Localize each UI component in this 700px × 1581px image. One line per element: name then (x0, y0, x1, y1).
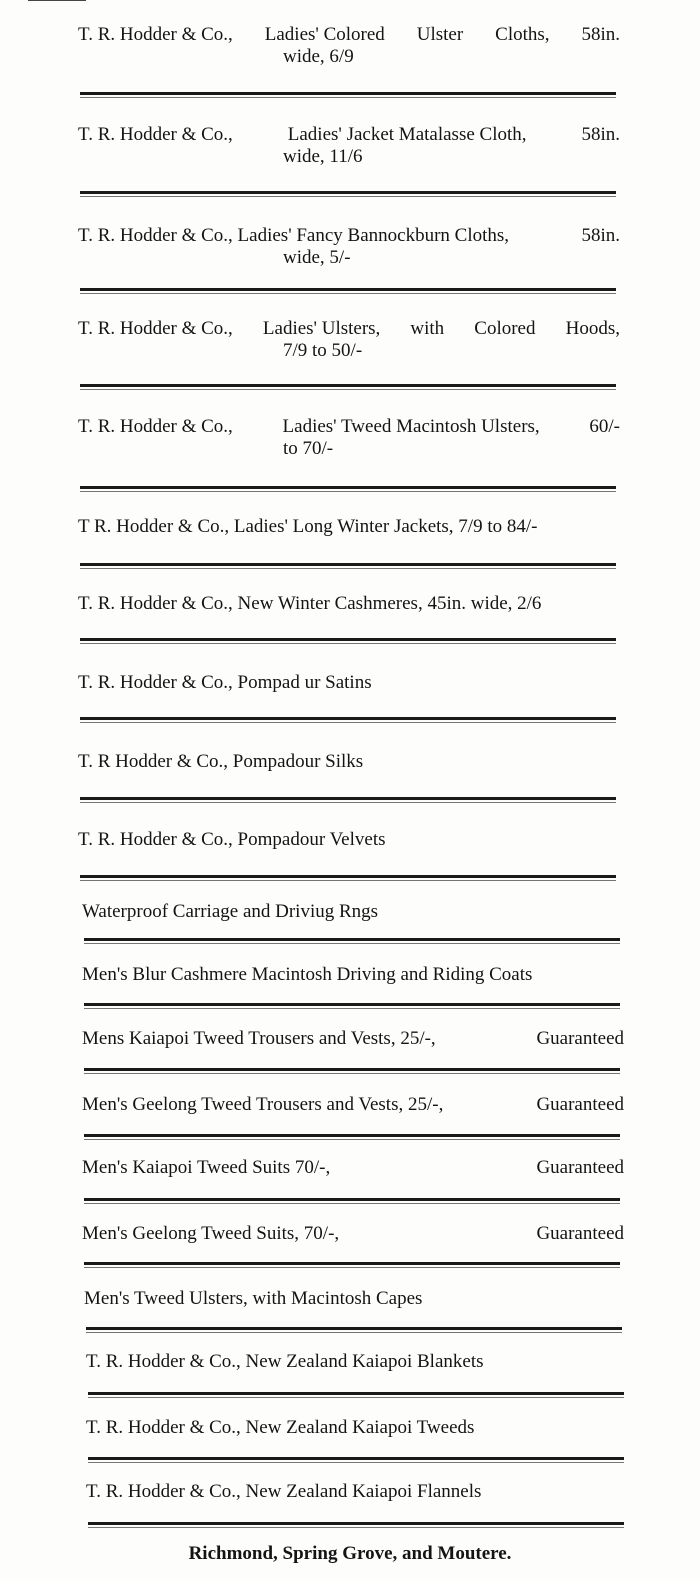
entry-ulsters-hoods (78, 318, 620, 362)
entry-riding-coats: Men's Blur Cashmere Macintosh Driving and Riding Coats (82, 964, 533, 985)
entry-macintosh-ulsters (78, 416, 620, 460)
divider-rule (80, 797, 616, 800)
divider-rule (80, 92, 616, 95)
entry-text: 60/- (589, 416, 620, 437)
entry-text: Colored (474, 318, 536, 339)
divider-rule (80, 638, 616, 641)
entry-kaiapoi-flannels: T. R. Hodder & Co., New Zealand Kaiapoi Flannels (86, 1481, 482, 1502)
entry-text: Mens Kaiapoi Tweed Trousers and Vests, 25/-, (82, 1028, 436, 1049)
divider-rule (88, 1522, 624, 1525)
top-edge-line (28, 0, 86, 1)
entry-text: Cloths, (495, 24, 550, 45)
entry-winter-jackets: T R. Hodder & Co., Ladies' Long Winter Jackets, 7/9 to 84/- (78, 516, 538, 537)
entry-text: Men's Geelong Tweed Trousers and Vests, 25/-, (82, 1094, 444, 1115)
entry-text-continued: wide, 5/- (283, 247, 351, 268)
entry-tweed-ulsters: Men's Tweed Ulsters, with Macintosh Capes (84, 1288, 423, 1309)
entry-text-continued: wide, 11/6 (283, 146, 363, 167)
entry-text: T. R. Hodder & Co., Ladies' Fancy Bannockburn Cloths, (78, 225, 510, 246)
entry-text: T. R. Hodder & Co., (78, 24, 233, 45)
entry-text: T. R. Hodder & Co., (78, 318, 233, 339)
divider-rule (84, 1134, 620, 1137)
entry-text: Ladies' Ulsters, (262, 318, 381, 339)
entry-text: Ladies' Tweed Macintosh Ulsters, (282, 416, 540, 437)
guarantee-label: Guaranteed (536, 1028, 624, 1049)
entry-velvets: T. R. Hodder & Co., Pompadour Velvets (78, 829, 386, 850)
divider-rule (86, 1327, 622, 1330)
entry-text: Hoods, (565, 318, 620, 339)
entry-kaiapoi-blankets: T. R. Hodder & Co., New Zealand Kaiapoi Blankets (86, 1351, 484, 1372)
entry-kaiapoi-tweeds: T. R. Hodder & Co., New Zealand Kaiapoi Tweeds (86, 1417, 475, 1438)
entry-text: Men's Geelong Tweed Suits, 70/-, (82, 1223, 340, 1244)
divider-rule (80, 288, 616, 291)
guarantee-label: Guaranteed (536, 1094, 624, 1115)
entry-text-continued: to 70/- (283, 438, 334, 459)
entry-geelong-suits (82, 1223, 624, 1245)
entry-carriage-rugs: Waterproof Carriage and Driviug Rngs (82, 901, 379, 922)
entry-text: Ladies' Colored (264, 24, 385, 45)
divider-rule (88, 1392, 624, 1395)
entry-text: Ulster (416, 24, 464, 45)
entry-text: Ladies' Jacket Matalasse Cloth, (287, 124, 527, 145)
divider-rule (80, 486, 616, 489)
footer-locations: Richmond, Spring Grove, and Moutere. (188, 1543, 512, 1564)
entry-cashmeres: T. R. Hodder & Co., New Winter Cashmeres, 45in. wide, 2/6 (78, 593, 542, 614)
divider-rule (80, 563, 616, 566)
divider-rule (80, 717, 616, 720)
divider-rule (84, 1198, 620, 1201)
entry-text-continued: 7/9 to 50/- (283, 340, 363, 361)
divider-rule (80, 875, 616, 878)
entry-geelong-trousers (82, 1094, 624, 1116)
divider-rule (88, 1457, 624, 1460)
entry-text: 58in. (581, 225, 620, 246)
entry-text-continued: wide, 6/9 (283, 46, 354, 67)
divider-rule (80, 384, 616, 387)
entry-text: T. R. Hodder & Co., (78, 124, 233, 145)
entry-text: T. R. Hodder & Co., (78, 416, 233, 437)
entry-matalasse-cloth (78, 124, 620, 168)
entry-bannockburn-cloths (78, 225, 620, 269)
entry-silks: T. R Hodder & Co., Pompadour Silks (78, 751, 364, 772)
entry-satins: T. R. Hodder & Co., Pompad ur Satins (78, 672, 372, 693)
divider-rule (80, 191, 616, 194)
divider-rule (84, 1003, 620, 1006)
entry-text: 58in. (581, 124, 620, 145)
entry-text: Men's Kaiapoi Tweed Suits 70/-, (82, 1157, 331, 1178)
guarantee-label: Guaranteed (536, 1157, 624, 1178)
entry-kaiapoi-trousers (82, 1028, 624, 1050)
entry-text: with (410, 318, 445, 339)
divider-rule (84, 938, 620, 941)
entry-text: 58in. (581, 24, 620, 45)
divider-rule (84, 1262, 620, 1265)
guarantee-label: Guaranteed (536, 1223, 624, 1244)
entry-ulster-cloths (78, 24, 620, 68)
entry-kaiapoi-suits (82, 1157, 624, 1179)
divider-rule (84, 1068, 620, 1071)
